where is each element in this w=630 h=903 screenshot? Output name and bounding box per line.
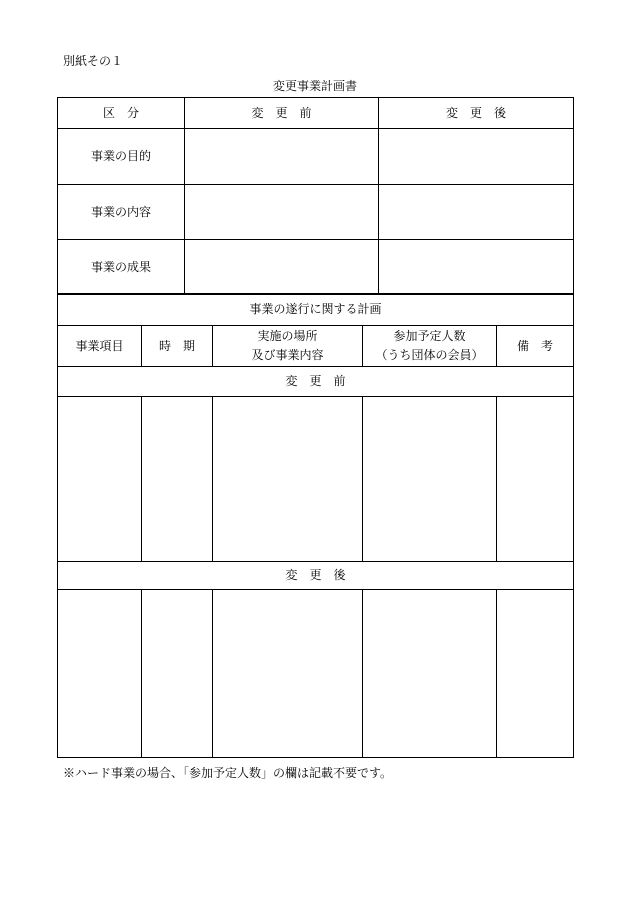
summary-header-row <box>58 98 574 129</box>
before-participants-cell[interactable] <box>363 397 497 562</box>
header-place-line2: 及び事業内容 <box>251 348 324 362</box>
annex-label: 別紙その１ <box>63 54 124 68</box>
header-period: 時 期 <box>142 326 213 367</box>
header-participants <box>363 326 497 367</box>
table-row <box>58 129 574 185</box>
header-before: 変 更 前 <box>185 98 379 129</box>
before-entry-row <box>58 397 574 562</box>
row-label-purpose: 事業の目的 <box>58 129 185 185</box>
header-participants-line2: （うち団体の会員） <box>375 348 484 362</box>
before-label-row <box>58 367 574 397</box>
header-participants-line1: 参加予定人数 <box>393 329 466 343</box>
results-before-cell[interactable] <box>185 240 379 295</box>
after-entry-row <box>58 590 574 758</box>
before-remarks-cell[interactable] <box>497 397 574 562</box>
header-remarks: 備 考 <box>497 326 574 367</box>
after-section-label: 変 更 後 <box>58 562 574 590</box>
plan-section-title: 事業の遂行に関する計画 <box>58 294 574 326</box>
after-period-cell[interactable] <box>142 590 213 758</box>
before-item-cell[interactable] <box>58 397 142 562</box>
content-after-cell[interactable] <box>379 185 574 240</box>
header-place <box>213 326 363 367</box>
row-label-results: 事業の成果 <box>58 240 185 295</box>
footnote: ※ハード事業の場合、「参加予定人数」の欄は記載不要です。 <box>63 766 393 780</box>
plan-section-title-row <box>58 294 574 326</box>
change-summary-table <box>57 97 574 295</box>
table-row <box>58 185 574 240</box>
before-period-cell[interactable] <box>142 397 213 562</box>
row-label-content: 事業の内容 <box>58 185 185 240</box>
header-item: 事業項目 <box>58 326 142 367</box>
after-item-cell[interactable] <box>58 590 142 758</box>
before-section-label: 変 更 前 <box>58 367 574 397</box>
header-after: 変 更 後 <box>379 98 574 129</box>
plan-header-row <box>58 326 574 367</box>
before-place-cell[interactable] <box>213 397 363 562</box>
content-before-cell[interactable] <box>185 185 379 240</box>
table-row <box>58 240 574 295</box>
purpose-after-cell[interactable] <box>379 129 574 185</box>
results-after-cell[interactable] <box>379 240 574 295</box>
after-participants-cell[interactable] <box>363 590 497 758</box>
header-place-line1: 実施の場所 <box>257 329 318 343</box>
after-label-row <box>58 562 574 590</box>
after-place-cell[interactable] <box>213 590 363 758</box>
header-category: 区 分 <box>58 98 185 129</box>
purpose-before-cell[interactable] <box>185 129 379 185</box>
document-title: 変更事業計画書 <box>272 79 357 93</box>
after-remarks-cell[interactable] <box>497 590 574 758</box>
implementation-plan-table <box>57 293 574 758</box>
